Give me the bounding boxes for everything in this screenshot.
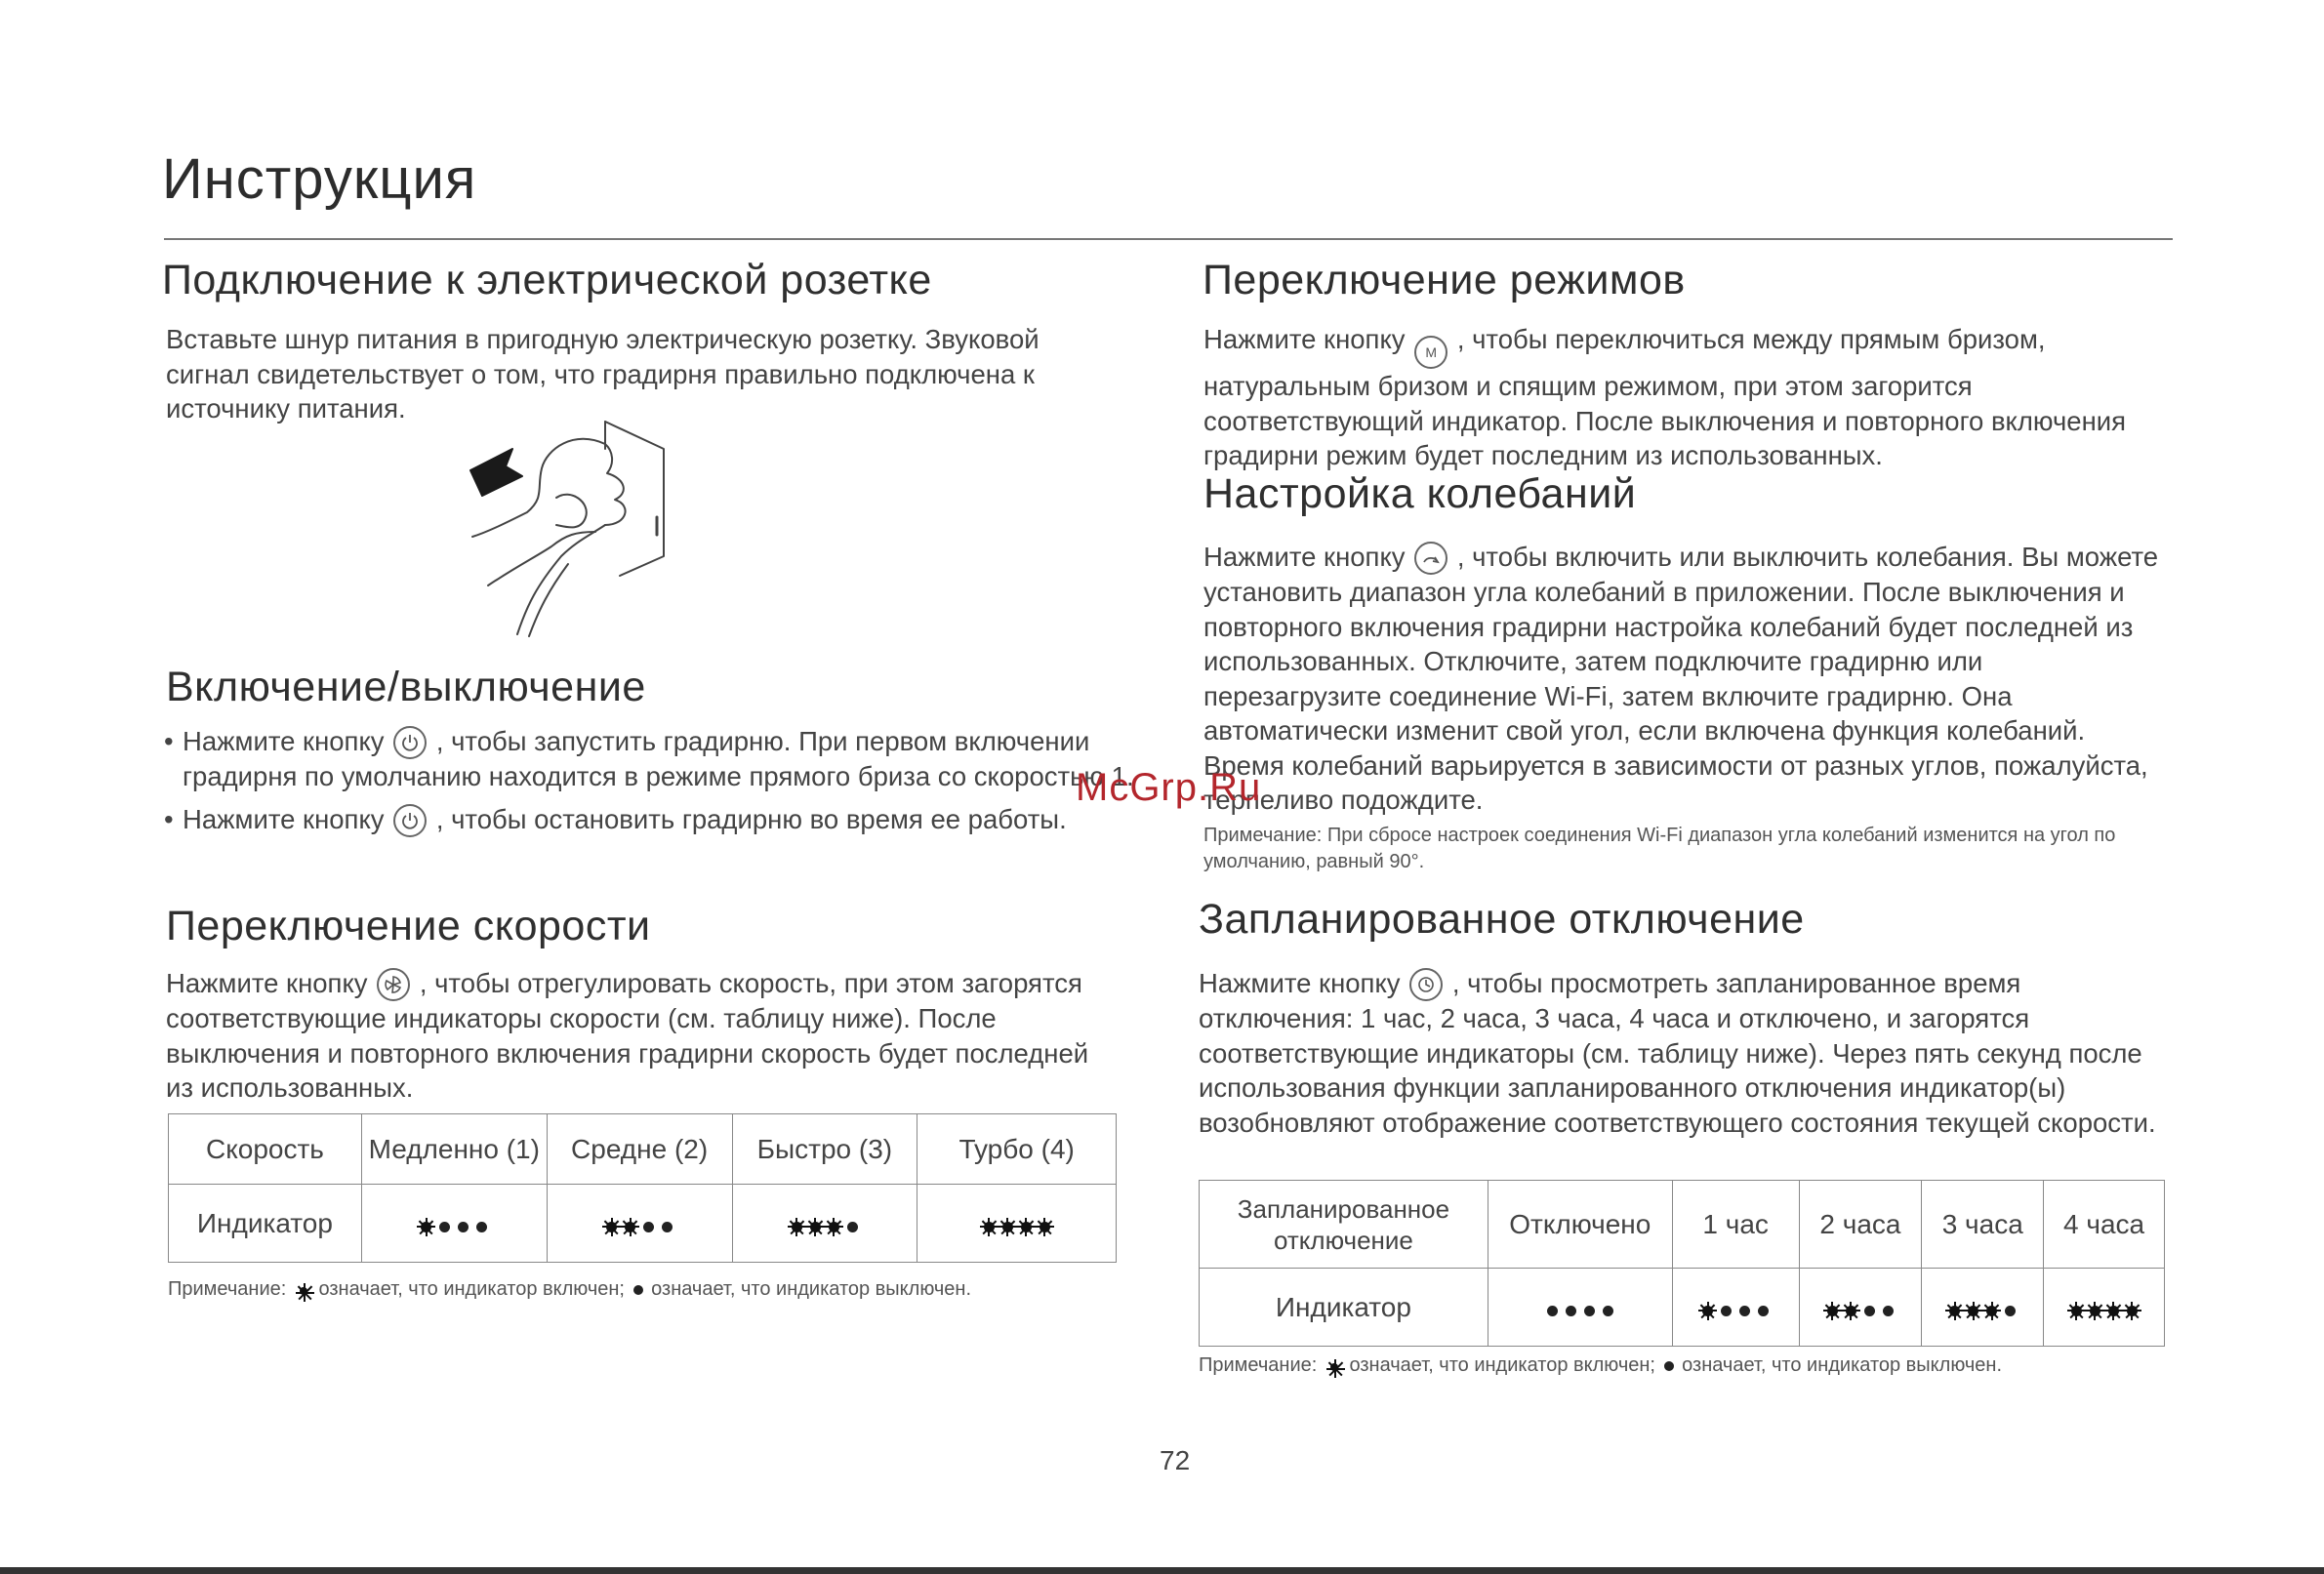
onoff-heading: Включение/выключение xyxy=(166,664,646,710)
title-divider xyxy=(164,238,2173,240)
indicator-off-icon xyxy=(439,1222,450,1232)
indicator-cell xyxy=(547,1185,732,1263)
indicator-on-icon xyxy=(1021,1222,1032,1232)
indicator-on-icon xyxy=(792,1222,802,1232)
page-title: Инструкция xyxy=(162,147,477,211)
indicator-off-icon xyxy=(1603,1306,1613,1316)
table-cell: Индикатор xyxy=(1200,1269,1488,1347)
indicator-off-icon xyxy=(847,1222,858,1232)
indicator-on-icon xyxy=(1002,1222,1013,1232)
oscillation-text-b: , чтобы включить или выключить колебания. Вы можете установить диапазон угла колебаний в приложении. После выключения и повторного включения градирни настройка колебаний будет последней из использованных. Отключите, затем подключите градирню или перезагрузите соединение Wi-Fi, затем включите градирню. Она автоматически изменит свой угол, если включена функция колебаний. Время колебаний варьируется в зависимости от разных углов, пожалуйста, терпеливо подождите. xyxy=(1203,542,2159,815)
indicator-on-icon xyxy=(829,1222,839,1232)
timer-text-b: , чтобы просмотреть запланированное время отключения: 1 час, 2 часа, 3 часа, 4 часа и отключено, и загорятся соответствующие индикаторы (см. таблицу ниже). Через пять секунд после использования функции запланированного отключения индикатор(ы) возобновляют отображение соответствующего состояния текущей скорости. xyxy=(1199,968,2156,1138)
indicator-off-icon xyxy=(643,1222,654,1232)
onoff-item2-text-b: , чтобы остановить градирню во время ее работы. xyxy=(435,803,1067,834)
indicator-off-icon xyxy=(1739,1306,1750,1316)
indicator-on-icon xyxy=(2108,1306,2119,1316)
indicator-off-icon xyxy=(1547,1306,1558,1316)
indicator-on-icon xyxy=(1040,1222,1050,1232)
table-row xyxy=(169,1185,1117,1263)
mode-button-icon: M xyxy=(1414,336,1447,369)
onoff-item1-text-a: Нажмите кнопку xyxy=(183,726,385,756)
indicator-off-icon xyxy=(1664,1361,1674,1371)
modes-text xyxy=(1203,322,2165,473)
speed-text-a: Нажмите кнопку xyxy=(166,968,368,998)
indicator-on-icon xyxy=(1986,1306,1997,1316)
note-on-text: означает, что индикатор включен; xyxy=(1349,1354,1655,1376)
indicator-on-icon xyxy=(1702,1306,1713,1316)
timer-note xyxy=(1199,1352,2002,1379)
indicator-on-icon xyxy=(1827,1306,1838,1316)
indicator-dots xyxy=(1702,1306,1769,1316)
table-row xyxy=(1200,1181,2165,1269)
power-button-icon xyxy=(393,804,427,837)
modes-text-a: Нажмите кнопку xyxy=(1203,324,1406,354)
table-cell: Индикатор xyxy=(169,1185,362,1263)
indicator-cell xyxy=(2044,1269,2165,1347)
indicator-dots xyxy=(1949,1306,2016,1316)
indicator-off-icon xyxy=(1758,1306,1769,1316)
table-cell: Быстро (3) xyxy=(732,1114,917,1185)
speed-note xyxy=(168,1276,971,1303)
indicator-on-icon xyxy=(1330,1363,1338,1371)
indicator-off-icon xyxy=(1721,1306,1732,1316)
table-cell: Скорость xyxy=(169,1114,362,1185)
indicator-cell xyxy=(361,1185,547,1263)
indicator-off-icon xyxy=(1566,1306,1576,1316)
note-off-text: означает, что индикатор выключен. xyxy=(651,1278,972,1300)
modes-text-b: , чтобы переключиться между прямым бризом, натуральным бризом и спящим режимом, при этом загорится соответствующий индикатор. После выключения и повторного включения градирни режим будет последним из использованных. xyxy=(1203,324,2127,470)
indicator-off-icon xyxy=(633,1285,643,1295)
timer-text xyxy=(1199,966,2165,1140)
oscillation-text xyxy=(1203,540,2165,818)
indicator-cell xyxy=(917,1185,1117,1263)
table-cell: 3 часа xyxy=(1922,1181,2044,1269)
indicator-dots xyxy=(2071,1306,2138,1316)
indicator-cell xyxy=(1488,1269,1672,1347)
table-row xyxy=(1200,1269,2165,1347)
speed-button-icon xyxy=(377,968,410,1001)
indicator-on-icon xyxy=(810,1222,821,1232)
oscillation-heading: Настройка колебаний xyxy=(1203,470,1637,517)
note-label: Примечание: xyxy=(1199,1354,1318,1376)
table-row xyxy=(169,1114,1117,1185)
indicator-off-icon xyxy=(662,1222,673,1232)
onoff-item1-text-b: , чтобы запустить градирню. При первом включении градирня по умолчанию находится в режиме прямого бриза со скоростью 1. xyxy=(183,726,1134,791)
modes-heading: Переключение режимов xyxy=(1203,257,1686,303)
indicator-dots xyxy=(606,1222,673,1232)
table-cell: Запланированное отключение xyxy=(1200,1181,1488,1269)
indicator-on-icon xyxy=(2127,1306,2138,1316)
plug-illustration xyxy=(459,410,683,644)
timer-heading: Запланированное отключение xyxy=(1199,896,1805,943)
table-cell: 4 часа xyxy=(2044,1181,2165,1269)
list-item xyxy=(164,724,1145,794)
indicator-dots xyxy=(984,1222,1050,1232)
timer-table xyxy=(1199,1180,2165,1347)
page-number: 72 xyxy=(1160,1445,1191,1475)
indicator-on-icon xyxy=(625,1222,635,1232)
table-cell: 1 час xyxy=(1672,1181,1799,1269)
power-heading: Подключение к электрической розетке xyxy=(162,257,932,303)
table-cell: Медленно (1) xyxy=(361,1114,547,1185)
note-off-text: означает, что индикатор выключен. xyxy=(1682,1354,2003,1376)
indicator-cell xyxy=(1672,1269,1799,1347)
speed-text-b: , чтобы отрегулировать скорость, при этом загорятся соответствующие индикаторы скорости (см. таблицу ниже). После выключения и повторного включения градирни скорость будет последней из использованных. xyxy=(166,968,1089,1103)
indicator-cell xyxy=(732,1185,917,1263)
note-on-text: означает, что индикатор включен; xyxy=(318,1278,625,1300)
indicator-cell xyxy=(1922,1269,2044,1347)
indicator-off-icon xyxy=(1864,1306,1875,1316)
indicator-dots xyxy=(1827,1306,1894,1316)
oscillation-note: Примечание: При сбросе настроек соединения Wi-Fi диапазон угла колебаний изменится на угол по умолчанию, равный 90°. xyxy=(1203,825,2116,872)
indicator-off-icon xyxy=(476,1222,487,1232)
speed-text xyxy=(166,966,1118,1106)
onoff-list xyxy=(164,724,1145,837)
table-cell: 2 часа xyxy=(1799,1181,1922,1269)
power-button-icon xyxy=(393,726,427,759)
indicator-dots xyxy=(421,1222,487,1232)
list-item xyxy=(164,802,1145,837)
indicator-off-icon xyxy=(1584,1306,1595,1316)
indicator-cell xyxy=(1799,1269,1922,1347)
speed-table xyxy=(168,1113,1117,1263)
indicator-off-icon xyxy=(458,1222,469,1232)
timer-text-a: Нажмите кнопку xyxy=(1199,968,1401,998)
indicator-off-icon xyxy=(2005,1306,2016,1316)
indicator-on-icon xyxy=(2071,1306,2082,1316)
oscillation-button-icon xyxy=(1414,542,1447,575)
table-cell: Средне (2) xyxy=(547,1114,732,1185)
onoff-item2-text-a: Нажмите кнопку xyxy=(183,803,385,834)
timer-button-icon xyxy=(1409,968,1443,1001)
indicator-on-icon xyxy=(421,1222,431,1232)
indicator-dots xyxy=(792,1222,858,1232)
table-cell: Отключено xyxy=(1488,1181,1672,1269)
indicator-on-icon xyxy=(1846,1306,1856,1316)
oscillation-text-a: Нажмите кнопку xyxy=(1203,542,1406,572)
indicator-off-icon xyxy=(1883,1306,1894,1316)
power-text: Вставьте шнур питания в пригодную электрическую розетку. Звуковой сигнал свидетельствует о том, что градирня правильно подключена к источнику питания. xyxy=(166,324,1040,424)
note-label: Примечание: xyxy=(168,1278,287,1300)
indicator-on-icon xyxy=(2090,1306,2100,1316)
indicator-on-icon xyxy=(606,1222,617,1232)
speed-heading: Переключение скорости xyxy=(166,903,651,949)
indicator-dots xyxy=(1547,1306,1613,1316)
indicator-on-icon xyxy=(300,1287,307,1295)
table-cell: Турбо (4) xyxy=(917,1114,1117,1185)
watermark[interactable]: McGrp.Ru xyxy=(1076,766,1262,809)
bottom-bar xyxy=(0,1567,2324,1574)
indicator-on-icon xyxy=(984,1222,995,1232)
